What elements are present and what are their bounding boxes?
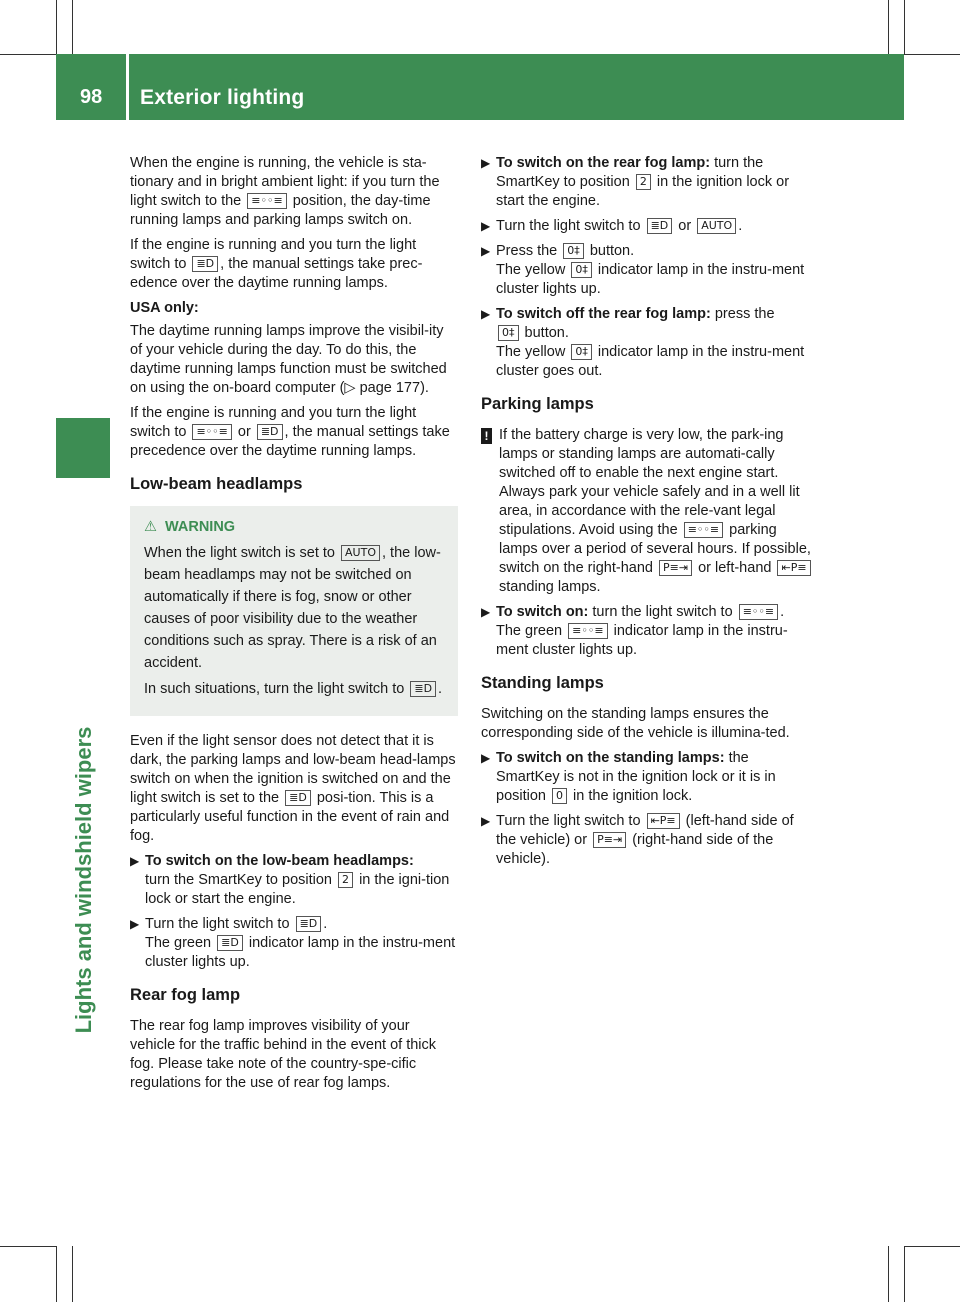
- step-arrow-icon: ▶: [481, 751, 491, 765]
- chapter-label: Lights and windshield wipers: [71, 726, 96, 1034]
- section-heading-rear-fog: Rear fog lamp: [130, 986, 241, 1004]
- crop-mark: [888, 0, 889, 54]
- low-beam-icon: ≣D: [192, 256, 218, 272]
- crop-mark: [56, 1246, 57, 1302]
- step-arrow-icon: ▶: [481, 156, 491, 170]
- step-arrow-icon: ▶: [481, 307, 491, 321]
- section-heading-low-beam: Low-beam headlamps: [130, 475, 303, 493]
- exclamation-icon: !: [481, 428, 492, 444]
- instruction-step: ▶ To switch on the low-beam headlamps: turn the SmartKey to position 2 in the igni-tion lock or start the engine.: [130, 853, 450, 907]
- crop-mark: [904, 1246, 960, 1247]
- parking-lamp-icon: ≡◦◦≡: [739, 604, 778, 620]
- left-column: [130, 154, 458, 1099]
- paragraph: The rear fog lamp improves visibility of your vehicle for the traffic behind in the event of thick fog. Please take note of the country-spe-cific regulations for the use of rear fog lamps.: [130, 1018, 437, 1091]
- warning-box: [130, 506, 458, 716]
- warning-text: In such situations, turn the light switch to ≣D .: [144, 681, 443, 697]
- paragraph: If the engine is running and you turn the light switch to ≣D , the manual settings take prec-edence over the daytime running lamps.: [130, 237, 423, 291]
- step-arrow-icon: ▶: [481, 814, 491, 828]
- crop-mark: [0, 54, 56, 55]
- low-beam-icon: ≣D: [410, 681, 436, 697]
- instruction-step: ▶ Turn the light switch to ≣D or AUTO .: [481, 218, 743, 234]
- warning-triangle-icon: ⚠: [144, 519, 157, 535]
- low-beam-icon: ≣D: [217, 935, 243, 951]
- crop-mark: [72, 0, 73, 54]
- auto-icon: AUTO: [697, 218, 736, 234]
- step-arrow-icon: ▶: [130, 854, 140, 868]
- page-number: 98: [80, 86, 103, 108]
- step-arrow-icon: ▶: [481, 219, 491, 233]
- rear-fog-lamp-icon: 0‡: [571, 262, 592, 278]
- instruction-step: ▶ Turn the light switch to ⇤P≡ (left-hand side of the vehicle) or P≡⇥ (right-hand side of the vehicle).: [481, 813, 794, 867]
- standing-lamp-right-icon: P≡⇥: [659, 560, 692, 576]
- rear-fog-lamp-icon: 0‡: [563, 243, 584, 259]
- section-heading-standing: Standing lamps: [481, 674, 604, 692]
- crop-mark: [56, 0, 57, 54]
- parking-lamp-icon: ≡◦◦≡: [684, 522, 723, 538]
- parking-lamp-icon: ≡◦◦≡: [568, 623, 607, 639]
- low-beam-icon: ≣D: [285, 790, 311, 806]
- paragraph: The daytime running lamps improve the visibil-ity of your vehicle during the day. To do this, the daytime running lamps function must be switched on using the on-board computer (▷ page 177).: [130, 323, 447, 396]
- crop-mark: [904, 0, 905, 54]
- crop-mark: [904, 1246, 905, 1302]
- usa-only-heading: USA only:: [130, 300, 199, 316]
- crop-mark: [72, 1246, 73, 1302]
- crop-mark: [888, 1246, 889, 1302]
- warning-text: When the light switch is set to AUTO , the low-beam headlamps may not be switched on automatically if there is fog, snow or other causes of poor visibility due to the weather conditions such as spray. There is a risk of an accident.: [144, 545, 441, 671]
- instruction-step: ▶ To switch on: turn the light switch to ≡◦◦≡ . The green ≡◦◦≡ indicator lamp in the instru-ment cluster lights up.: [481, 604, 788, 658]
- warning-heading: ⚠ WARNING: [144, 519, 236, 535]
- rear-fog-lamp-icon: 0‡: [498, 325, 519, 341]
- right-column: [481, 154, 813, 875]
- paragraph: When the engine is running, the vehicle is sta-tionary and in bright ambient light: if you turn the light switch to the ≡◦◦≡ position, the day-time running lamps and parking lamps switch on.: [130, 155, 440, 228]
- instruction-step: ▶ To switch off the rear fog lamp: press the 0‡ button. The yellow 0‡ indicator lamp in the instru-ment cluster goes out.: [481, 306, 805, 379]
- instruction-step: ▶ To switch on the rear fog lamp: turn the SmartKey to position 2 in the ignition lock or start the engine.: [481, 155, 790, 209]
- note-box: ! If the battery charge is very low, the park-ing lamps or standing lamps are automati-cally switched off to enable the next engine start. Always park your vehicle safely and in a well lit area, in accordance with the rele-vant legal stipulations. Avoid using the ≡◦◦≡ parking lamps over a period of several hours. If possible, switch on the right-hand P≡⇥ or left-hand ⇤P≡ standing lamps.: [481, 426, 813, 597]
- crop-mark: [904, 54, 960, 55]
- low-beam-icon: ≣D: [296, 916, 322, 932]
- parking-lamp-icon: ≡◦◦≡: [192, 424, 231, 440]
- crop-mark: [0, 1246, 56, 1247]
- step-arrow-icon: ▶: [481, 244, 491, 258]
- key-position-2-icon: 2: [636, 174, 651, 190]
- low-beam-icon: ≣D: [647, 218, 673, 234]
- paragraph: If the engine is running and you turn the light switch to ≡◦◦≡ or ≣D , the manual settings take precedence over the daytime running lamps.: [130, 405, 450, 459]
- low-beam-icon: ≣D: [257, 424, 283, 440]
- instruction-step: ▶ Press the 0‡ button. The yellow 0‡ indicator lamp in the instru-ment cluster lights up.: [481, 243, 805, 297]
- key-position-0-icon: 0: [552, 788, 567, 804]
- paragraph: Switching on the standing lamps ensures the corresponding side of the vehicle is illumina-ted.: [481, 706, 790, 741]
- chapter-tab: [56, 418, 110, 478]
- instruction-step: ▶ To switch on the standing lamps: the SmartKey is not in the ignition lock or it is in position 0 in the ignition lock.: [481, 750, 776, 804]
- standing-lamp-right-icon: P≡⇥: [593, 832, 626, 848]
- standing-lamp-left-icon: ⇤P≡: [647, 813, 680, 829]
- standing-lamp-left-icon: ⇤P≡: [777, 560, 810, 576]
- page-title: Exterior lighting: [140, 86, 305, 109]
- key-position-2-icon: 2: [338, 872, 353, 888]
- auto-icon: AUTO: [341, 545, 380, 561]
- rear-fog-lamp-icon: 0‡: [571, 344, 592, 360]
- paragraph: Even if the light sensor does not detect that it is dark, the parking lamps and low-beam head-lamps switch on when the ignition is switched on and the light switch is set to the ≣D posi-tion. This is a particularly useful function in the event of rain and fog.: [130, 733, 456, 844]
- header-divider: [126, 54, 129, 120]
- section-heading-parking: Parking lamps: [481, 395, 594, 413]
- parking-lamp-icon: ≡◦◦≡: [247, 193, 286, 209]
- instruction-step: ▶ Turn the light switch to ≣D . The green ≣D indicator lamp in the instru-ment cluster lights up.: [130, 916, 456, 970]
- step-arrow-icon: ▶: [481, 605, 491, 619]
- step-arrow-icon: ▶: [130, 917, 140, 931]
